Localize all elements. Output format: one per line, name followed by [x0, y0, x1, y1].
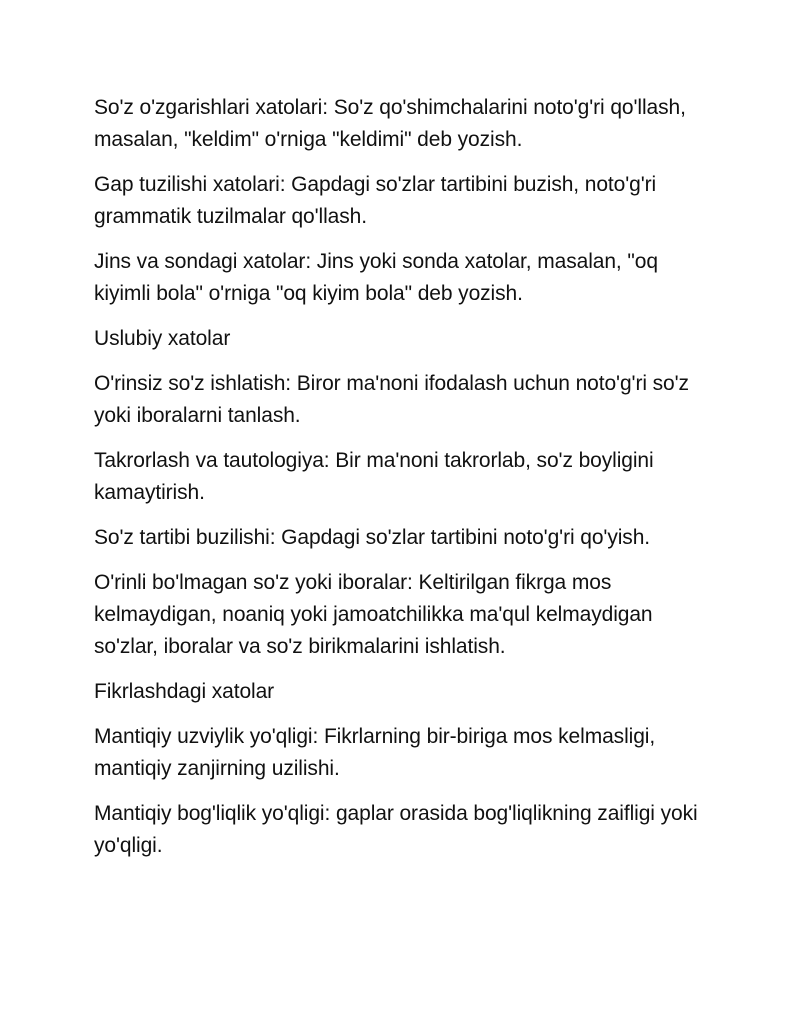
paragraph-gender-number-errors: Jins va sondagi xatolar: Jins yoki sonda xatolar, masalan, "oq kiyimli bola" o'rniga "oq kiyim bola" deb yozish.: [94, 250, 658, 305]
paragraph-word-order-violation: So'z tartibi buzilishi: Gapdagi so'zlar tartibini noto'g'ri qo'yish.: [94, 526, 651, 549]
paragraph-word-change-errors: So'z o'zgarishlari xatolari: So'z qo'shimchalarini noto'g'ri qo'llash, masalan, "keldim" o'rniga "keldimi" deb yozish.: [94, 96, 686, 151]
paragraph-repetition-tautology: Takrorlash va tautologiya: Bir ma'noni takrorlab, so'z boyligini kamaytirish.: [94, 449, 654, 504]
document-body: [94, 92, 714, 875]
paragraph-logical-continuity: Mantiqiy uzviylik yo'qligi: Fikrlarning bir-biriga mos kelmasligi, mantiqiy zanjirning uzilishi.: [94, 725, 656, 780]
paragraph-inappropriate-word-use: O'rinsiz so'z ishlatish: Biror ma'noni ifodalash uchun noto'g'ri so'z yoki iboralarni tanlash.: [94, 372, 689, 427]
paragraph-logical-connection: Mantiqiy bog'liqlik yo'qligi: gaplar orasida bog'liqlikning zaifligi yoki yo'qligi.: [94, 802, 698, 857]
paragraph-unsuitable-words: O'rinli bo'lmagan so'z yoki iboralar: Keltirilgan fikrga mos kelmaydigan, noaniq yoki jamoatchilikka ma'qul kelmaydigan so'zlar, iboralar va so'z birikmalarini ishlatish.: [94, 571, 653, 658]
section-heading-style-errors: Uslubiy xatolar: [94, 327, 231, 350]
paragraph-sentence-structure-errors: Gap tuzilishi xatolari: Gapdagi so'zlar tartibini buzish, noto'g'ri grammatik tuzilmalar qo'llash.: [94, 173, 657, 228]
section-heading-thinking-errors: Fikrlashdagi xatolar: [94, 680, 275, 703]
